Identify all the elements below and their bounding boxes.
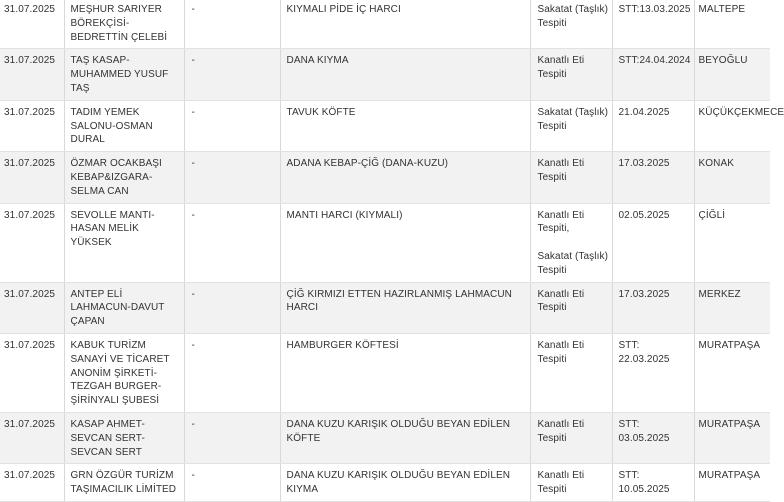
cell-product	[280, 464, 530, 502]
cell-district-text: ÇİĞLİ	[699, 210, 726, 221]
table-row	[0, 203, 770, 282]
cell-dash	[184, 464, 280, 502]
cell-business-name-text: GRN ÖZGÜR TURİZM TAŞIMACILIK LİMİTED	[71, 470, 177, 495]
cell-date-text: 31.07.2025	[4, 470, 55, 481]
cell-date-text: 31.07.2025	[4, 55, 55, 66]
cell-violation-type-text: Sakatat (Taşlık) Tespiti	[538, 4, 609, 29]
cell-dash-text: -	[192, 289, 195, 300]
cell-product-text: DANA KUZU KARIŞIK OLDUĞU BEYAN EDİLEN KIYMA	[287, 470, 511, 495]
cell-date	[0, 152, 64, 203]
cell-date	[0, 100, 64, 151]
cell-expiry-date	[612, 49, 694, 100]
cell-dash-text: -	[192, 470, 195, 481]
table-row	[0, 282, 770, 333]
cell-product-text: DANA KUZU KARIŞIK OLDUĞU BEYAN EDİLEN KÖFTE	[287, 419, 511, 444]
cell-date-text: 31.07.2025	[4, 340, 55, 351]
cell-expiry-date-text: STT:24.04.2024	[619, 55, 691, 66]
cell-business-name	[64, 412, 184, 463]
cell-district	[694, 100, 770, 151]
cell-dash	[184, 100, 280, 151]
cell-dash-text: -	[192, 340, 195, 351]
cell-date-text: 31.07.2025	[4, 4, 55, 15]
cell-district-text: MURATPAŞA	[699, 340, 761, 351]
cell-dash	[184, 282, 280, 333]
table-row	[0, 412, 770, 463]
table-row	[0, 464, 770, 502]
cell-dash-text: -	[192, 210, 195, 221]
cell-expiry-date	[612, 203, 694, 282]
table-row	[0, 152, 770, 203]
cell-dash	[184, 412, 280, 463]
cell-dash	[184, 333, 280, 412]
cell-district	[694, 152, 770, 203]
cell-product-text: DANA KIYMA	[287, 55, 349, 66]
cell-violation-type	[530, 282, 612, 333]
cell-business-name-text: TADIM YEMEK SALONU-OSMAN DURAL	[71, 107, 153, 146]
cell-expiry-date-text: 02.05.2025	[619, 210, 670, 221]
cell-violation-type-text: Kanatlı Eti Tespiti	[538, 419, 585, 444]
cell-expiry-date-text: STT: 03.05.2025	[619, 419, 670, 444]
cell-product	[280, 412, 530, 463]
cell-business-name	[64, 0, 184, 49]
table-row	[0, 0, 770, 49]
cell-product-text: MANTI HARCI (KIYMALI)	[287, 210, 403, 221]
cell-date	[0, 0, 64, 49]
cell-product-text: HAMBURGER KÖFTESİ	[287, 340, 399, 351]
cell-expiry-date-text: STT:13.03.2025	[619, 4, 691, 15]
cell-district-text: MERKEZ	[699, 289, 741, 300]
cell-business-name-text: KASAP AHMET-SEVCAN SERT-SEVCAN SERT	[71, 419, 145, 458]
cell-business-name	[64, 100, 184, 151]
cell-product	[280, 203, 530, 282]
cell-expiry-date	[612, 333, 694, 412]
cell-violation-type-text-secondary: Sakatat (Taşlık) Tespiti	[538, 251, 609, 276]
cell-expiry-date-text: STT: 22.03.2025	[619, 340, 670, 365]
cell-date	[0, 282, 64, 333]
cell-expiry-date	[612, 282, 694, 333]
cell-district	[694, 282, 770, 333]
cell-violation-type-text: Kanatlı Eti Tespiti	[538, 55, 585, 80]
cell-business-name	[64, 49, 184, 100]
cell-business-name-text: ÖZMAR OCAKBAŞI KEBAP&IZGARA-SELMA CAN	[71, 158, 162, 197]
cell-product	[280, 49, 530, 100]
cell-dash-text: -	[192, 158, 195, 169]
cell-product	[280, 282, 530, 333]
cell-dash	[184, 152, 280, 203]
cell-business-name	[64, 464, 184, 502]
cell-date	[0, 333, 64, 412]
cell-date	[0, 464, 64, 502]
cell-district	[694, 0, 770, 49]
cell-expiry-date	[612, 0, 694, 49]
cell-district	[694, 464, 770, 502]
cell-district-text: MURATPAŞA	[699, 419, 761, 430]
cell-expiry-date-text: 17.03.2025	[619, 289, 670, 300]
cell-dash-text: -	[192, 107, 195, 118]
cell-date-text: 31.07.2025	[4, 107, 55, 118]
cell-violation-type	[530, 100, 612, 151]
cell-product	[280, 100, 530, 151]
cell-district-text: KONAK	[699, 158, 735, 169]
cell-violation-type-text: Kanatlı Eti Tespiti	[538, 289, 585, 314]
cell-dash-text: -	[192, 419, 195, 430]
cell-expiry-date	[612, 152, 694, 203]
cell-business-name-text: KABUK TURİZM SANAYİ VE TİCARET ANONİM ŞİRKETİ-TEZGAH BURGER-ŞİRİNYALI ŞUBESİ	[71, 340, 170, 406]
cell-violation-type	[530, 152, 612, 203]
cell-violation-type	[530, 49, 612, 100]
cell-district-text: BEYOĞLU	[699, 55, 748, 66]
cell-dash	[184, 49, 280, 100]
cell-date-text: 31.07.2025	[4, 289, 55, 300]
cell-product-text: ADANA KEBAP-ÇİĞ (DANA-KUZU)	[287, 158, 449, 169]
cell-expiry-date-text: STT: 10.05.2025	[619, 470, 670, 495]
cell-violation-type-text: Sakatat (Taşlık) Tespiti	[538, 107, 609, 132]
cell-product-text: TAVUK KÖFTE	[287, 107, 356, 118]
cell-business-name-text: TAŞ KASAP-MUHAMMED YUSUF TAŞ	[71, 55, 169, 94]
cell-business-name	[64, 152, 184, 203]
table-row	[0, 333, 770, 412]
cell-dash-text: -	[192, 4, 195, 15]
cell-business-name-text: SEVOLLE MANTI-HASAN MELİK YÜKSEK	[71, 210, 155, 249]
cell-date-text: 31.07.2025	[4, 210, 55, 221]
cell-date	[0, 203, 64, 282]
cell-expiry-date-text: 17.03.2025	[619, 158, 670, 169]
cell-dash-text: -	[192, 55, 195, 66]
cell-product	[280, 152, 530, 203]
cell-violation-type	[530, 203, 612, 282]
cell-expiry-date-text: 21.04.2025	[619, 107, 670, 118]
cell-violation-type-text: Kanatlı Eti Tespiti	[538, 158, 585, 183]
cell-dash	[184, 0, 280, 49]
cell-district	[694, 203, 770, 282]
cell-product	[280, 0, 530, 49]
cell-business-name-text: ANTEP ELİ LAHMACUN-DAVUT ÇAPAN	[71, 289, 165, 328]
cell-violation-type-text: Kanatlı Eti Tespiti,	[538, 210, 585, 235]
cell-date-text: 31.07.2025	[4, 158, 55, 169]
cell-product-text: ÇİĞ KIRMIZI ETTEN HAZIRLANMIŞ LAHMACUN HARCI	[287, 289, 512, 314]
cell-district	[694, 49, 770, 100]
cell-dash	[184, 203, 280, 282]
table-row	[0, 100, 770, 151]
cell-business-name	[64, 282, 184, 333]
cell-district-text: MURATPAŞA	[699, 470, 761, 481]
cell-violation-type	[530, 0, 612, 49]
cell-violation-type	[530, 464, 612, 502]
cell-expiry-date	[612, 464, 694, 502]
cell-district	[694, 412, 770, 463]
cell-product	[280, 333, 530, 412]
cell-date	[0, 412, 64, 463]
cell-business-name-text: MEŞHUR SARIYER BÖREKÇİSİ-BEDRETTİN ÇELEBİ	[71, 4, 168, 43]
cell-violation-type	[530, 333, 612, 412]
cell-product-text: KIYMALI PİDE İÇ HARCI	[287, 4, 401, 15]
cell-date-text: 31.07.2025	[4, 419, 55, 430]
cell-violation-type-text: Kanatlı Eti Tespiti	[538, 340, 585, 365]
cell-violation-type	[530, 412, 612, 463]
cell-district-text: KÜÇÜKÇEKMECE	[699, 107, 784, 118]
cell-district-text: MALTEPE	[699, 4, 746, 15]
table-row	[0, 49, 770, 100]
cell-business-name	[64, 203, 184, 282]
cell-district	[694, 333, 770, 412]
cell-date	[0, 49, 64, 100]
cell-violation-type-text: Kanatlı Eti Tespiti	[538, 470, 585, 495]
cell-expiry-date	[612, 412, 694, 463]
cell-expiry-date	[612, 100, 694, 151]
cell-business-name	[64, 333, 184, 412]
